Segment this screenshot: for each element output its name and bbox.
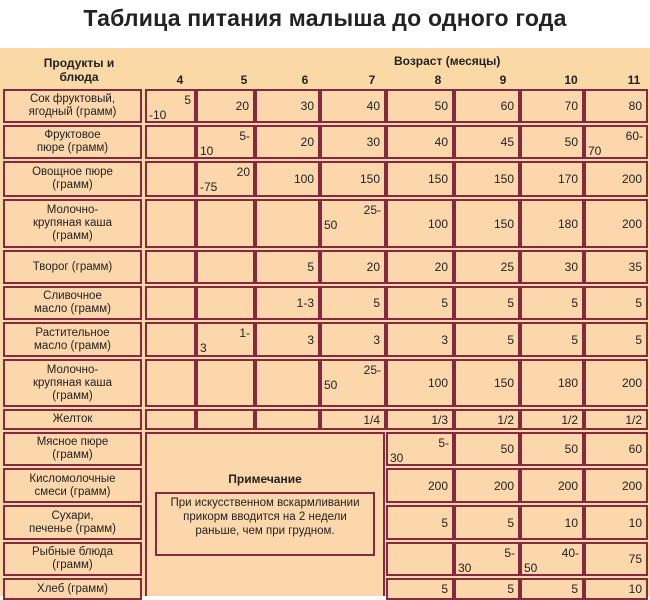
table-cell	[196, 199, 255, 248]
table-cell: 25- 50	[320, 199, 386, 248]
row-label: Сливочное масло (грамм)	[3, 286, 142, 320]
table-cell: 1- 3	[196, 322, 255, 357]
table-cell: 40	[386, 125, 454, 159]
table-cell: 30	[320, 125, 386, 159]
header-products	[24, 56, 134, 84]
table-cell: 3	[386, 322, 454, 357]
table-cell	[145, 161, 196, 197]
row-label: Творог (грамм)	[3, 250, 142, 284]
table-cell: 5	[454, 578, 520, 600]
note-text: При искусственном вскармливании прикорм вводится на 2 недели раньше, чем при грудном.	[155, 492, 375, 556]
table-cell: 5	[520, 578, 584, 600]
table-cell: 75	[584, 542, 648, 576]
table-cell: 5	[454, 286, 520, 320]
table-cell: 50	[386, 89, 454, 123]
table-cell: 150	[454, 359, 520, 407]
table-cell: 50	[520, 432, 584, 466]
table-cell: 50	[520, 125, 584, 159]
table-cell: 40	[320, 89, 386, 123]
note-area	[145, 432, 385, 596]
header-products-line1: Продукты и	[43, 56, 115, 70]
row-label: Сок фруктовый, ягодный (грамм)	[3, 89, 142, 123]
table-cell: 5	[454, 505, 520, 540]
table-cell: 5- 10	[196, 125, 255, 159]
month-header: 9	[499, 73, 507, 87]
table-cell: 1/4	[320, 409, 386, 430]
table-cell: 150	[454, 161, 520, 197]
table-cell: 5	[584, 286, 648, 320]
table-cell	[196, 286, 255, 320]
table-cell: 70	[520, 89, 584, 123]
table-cell: 20	[320, 250, 386, 284]
table-cell: 45	[454, 125, 520, 159]
row-label: Сухари, печенье (грамм)	[3, 505, 142, 540]
table-cell: 5	[320, 286, 386, 320]
table-cell: 170	[520, 161, 584, 197]
table-cell: 10	[584, 578, 648, 600]
row-label: Желток	[3, 409, 142, 430]
row-label: Растительное масло (грамм)	[3, 322, 142, 357]
table-cell: 200	[584, 468, 648, 503]
row-label: Хлеб (грамм)	[3, 578, 142, 600]
month-header: 7	[368, 73, 376, 87]
row-label: Молочно- крупяная каша (грамм)	[3, 199, 142, 248]
table-cell: 25- 50	[320, 359, 386, 407]
table-cell	[196, 359, 255, 407]
row-label: Овощное пюре (грамм)	[3, 161, 142, 197]
table-cell: 3	[255, 322, 320, 357]
table-cell: 5 -10	[145, 89, 196, 123]
table-cell: 150	[320, 161, 386, 197]
table-cell: 5- 30	[386, 432, 454, 466]
table-cell: 5	[520, 286, 584, 320]
table-cell	[145, 409, 196, 430]
table-cell: 50	[454, 432, 520, 466]
table-cell: 1-3	[255, 286, 320, 320]
page-title: Таблица питания малыша до одного года	[83, 5, 567, 31]
table-cell: 200	[520, 468, 584, 503]
month-header: 10	[564, 73, 578, 87]
table-cell: 20	[196, 89, 255, 123]
table-cell: 5	[386, 286, 454, 320]
table-cell: 10	[584, 505, 648, 540]
table-cell: 30	[255, 89, 320, 123]
table-cell	[145, 359, 196, 407]
table-cell: 40- 50	[520, 542, 584, 576]
table-cell: 20 -75	[196, 161, 255, 197]
table-cell: 35	[584, 250, 648, 284]
table-cell: 180	[520, 199, 584, 248]
row-label: Мясное пюре (грамм)	[3, 432, 142, 466]
table-cell: 100	[255, 161, 320, 197]
table-cell	[145, 125, 196, 159]
table-cell: 1/2	[584, 409, 648, 430]
header-products-line2: блюда	[59, 70, 99, 84]
table-cell: 30	[520, 250, 584, 284]
row-label: Рыбные блюда (грамм)	[3, 542, 142, 576]
table-cell	[145, 286, 196, 320]
month-header: 5	[240, 73, 248, 87]
table-cell	[145, 250, 196, 284]
table-cell: 1/2	[454, 409, 520, 430]
table-cell	[255, 409, 320, 430]
table-cell: 80	[584, 89, 648, 123]
month-header: 8	[434, 73, 442, 87]
table-cell: 180	[520, 359, 584, 407]
table-cell: 25	[454, 250, 520, 284]
note-title: Примечание	[228, 472, 302, 486]
month-header: 6	[301, 73, 309, 87]
month-header: 4	[176, 73, 184, 87]
table-cell: 5	[386, 505, 454, 540]
table-cell: 200	[386, 468, 454, 503]
table-cell: 5	[584, 322, 648, 357]
month-header: 11	[627, 73, 641, 87]
table-cell: 5	[255, 250, 320, 284]
table-cell: 3	[320, 322, 386, 357]
table-cell: 5	[454, 322, 520, 357]
row-label: Фруктовое пюре (грамм)	[3, 125, 142, 159]
table-cell	[145, 322, 196, 357]
table-cell: 60- 70	[584, 125, 648, 159]
table-cell: 20	[255, 125, 320, 159]
table-cell: 60	[454, 89, 520, 123]
table-cell: 5- 30	[454, 542, 520, 576]
table-cell: 200	[584, 199, 648, 248]
table-cell	[255, 359, 320, 407]
table-cell	[145, 199, 196, 248]
table-cell: 1/2	[520, 409, 584, 430]
row-label: Кисломолочные смеси (грамм)	[3, 468, 142, 503]
table-cell: 60	[584, 432, 648, 466]
table-cell: 200	[454, 468, 520, 503]
table-cell: 5	[386, 578, 454, 600]
table-cell: 20	[386, 250, 454, 284]
table-cell	[196, 250, 255, 284]
table-cell: 1/3	[386, 409, 454, 430]
table-cell: 150	[386, 161, 454, 197]
table-cell: 200	[584, 161, 648, 197]
table-cell	[255, 199, 320, 248]
table-cell	[386, 542, 454, 576]
table-cell: 100	[386, 359, 454, 407]
table-cell: 150	[454, 199, 520, 248]
table-cell: 200	[584, 359, 648, 407]
row-label: Молочно- крупяная каша (грамм)	[3, 359, 142, 407]
table-cell	[196, 409, 255, 430]
table-cell: 10	[520, 505, 584, 540]
table-cell: 100	[386, 199, 454, 248]
table-cell: 5	[520, 322, 584, 357]
header-age: Возраст (месяцы)	[394, 54, 501, 68]
